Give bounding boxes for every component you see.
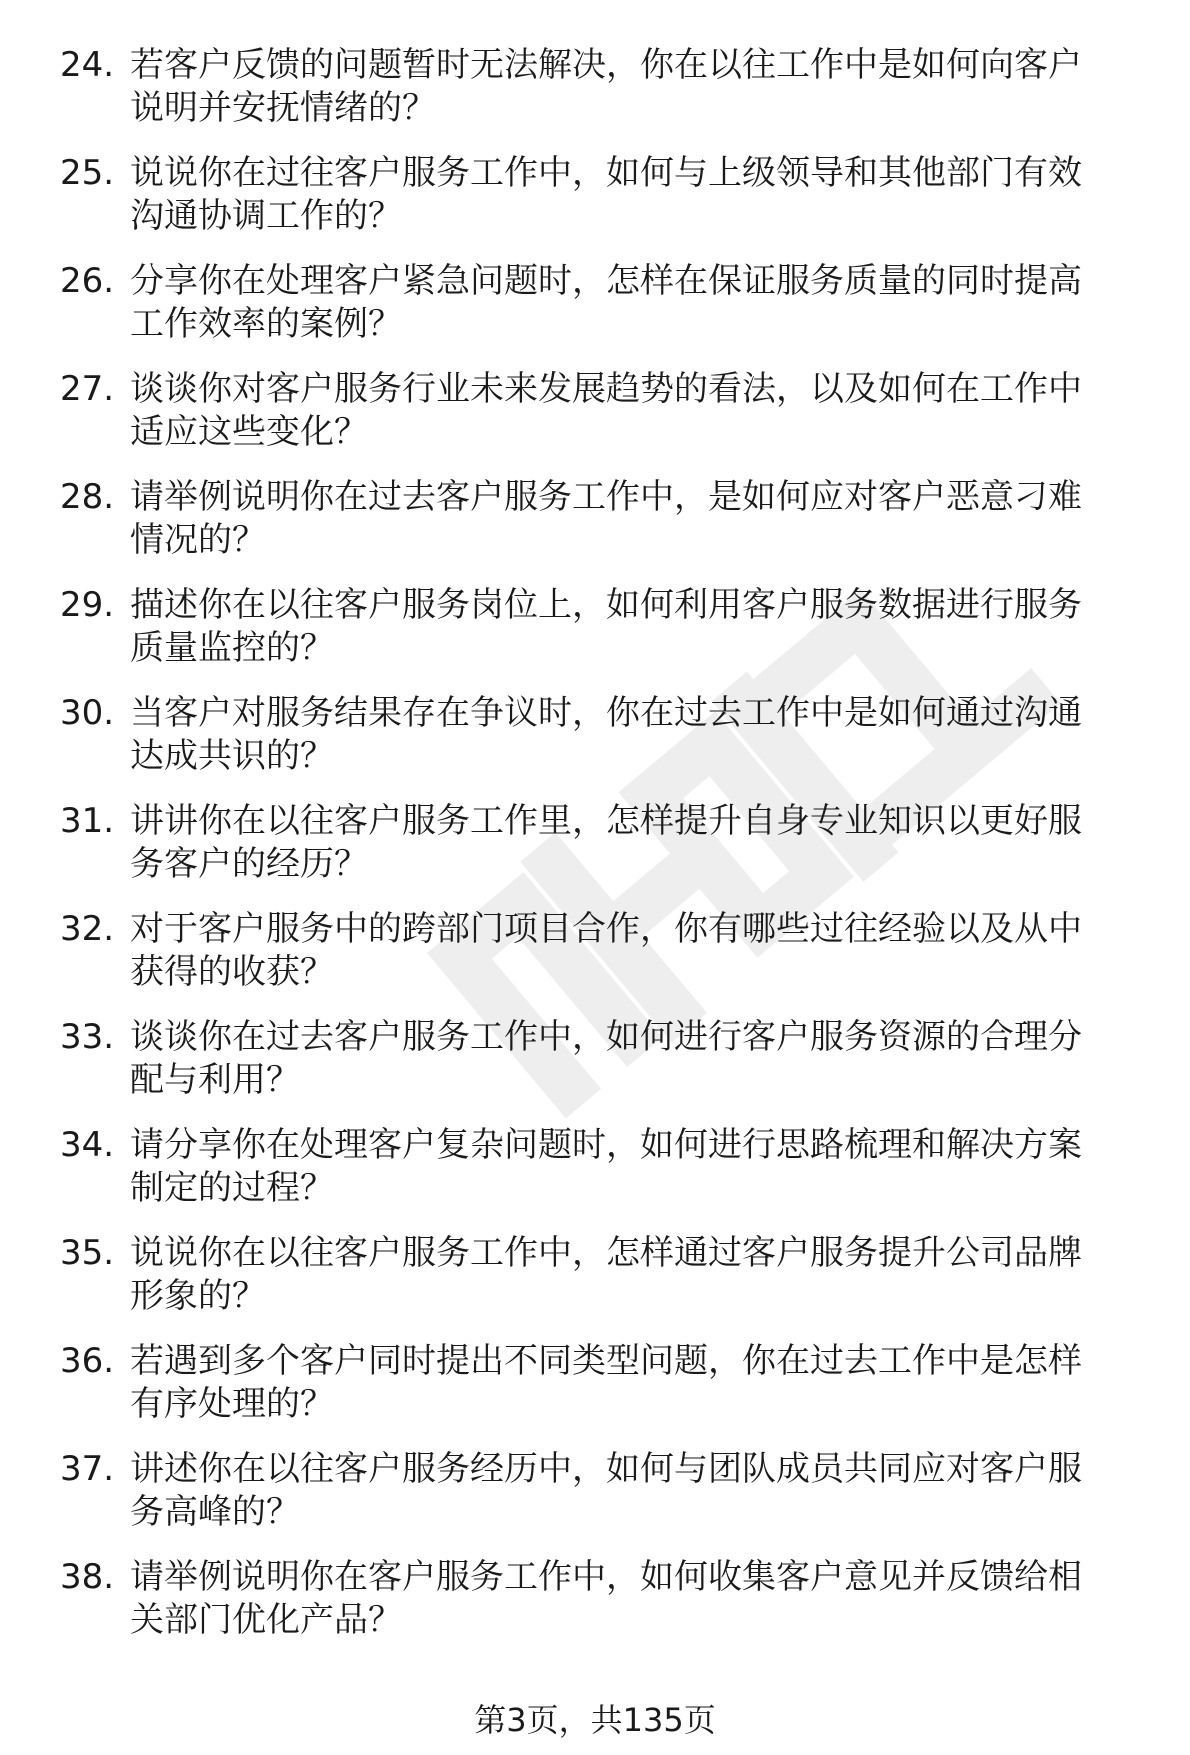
question-line: 质量监控的？ — [130, 628, 334, 668]
question-text — [130, 584, 1190, 692]
question-item — [60, 1124, 1150, 1232]
question-number: 32. — [60, 909, 115, 949]
question-number: 38. — [60, 1557, 115, 1597]
question-line: 有序处理的？ — [130, 1384, 334, 1424]
question-item — [60, 260, 1150, 368]
question-line: 说明并安抚情绪的？ — [130, 88, 436, 128]
question-item — [60, 908, 1150, 1016]
question-line: 工作效率的案例？ — [130, 304, 402, 344]
question-text — [130, 692, 1190, 800]
page-footer: 第3页，共135页 — [474, 1701, 716, 1739]
question-line: 分享你在处理客户紧急问题时，怎样在保证服务质量的同时提高 — [130, 261, 1082, 301]
question-item — [60, 1016, 1150, 1124]
question-text — [130, 800, 1190, 908]
question-text — [130, 44, 1190, 152]
question-line: 若客户反馈的问题暂时无法解决，你在以往工作中是如何向客户 — [130, 45, 1082, 85]
question-number: 30. — [60, 693, 115, 733]
question-line: 务高峰的？ — [130, 1492, 300, 1532]
question-number: 35. — [60, 1233, 115, 1273]
question-line: 请举例说明你在客户服务工作中，如何收集客户意见并反馈给相 — [130, 1557, 1082, 1597]
question-line: 形象的？ — [130, 1276, 266, 1316]
question-item — [60, 800, 1150, 908]
question-number: 29. — [60, 585, 115, 625]
question-line: 说说你在以往客户服务工作中，怎样通过客户服务提升公司品牌 — [130, 1233, 1082, 1273]
question-line: 谈谈你对客户服务行业未来发展趋势的看法，以及如何在工作中 — [130, 369, 1082, 409]
question-number: 25. — [60, 153, 115, 193]
question-text — [130, 1016, 1190, 1124]
question-text — [130, 1556, 1190, 1664]
question-line: 描述你在以往客户服务岗位上，如何利用客户服务数据进行服务 — [130, 585, 1082, 625]
question-line: 适应这些变化？ — [130, 412, 368, 452]
question-number: 28. — [60, 477, 115, 517]
question-line: 请举例说明你在过去客户服务工作中，是如何应对客户恶意刁难 — [130, 477, 1082, 517]
question-item — [60, 476, 1150, 584]
question-text — [130, 260, 1190, 368]
question-text — [130, 152, 1190, 260]
question-number: 37. — [60, 1449, 115, 1489]
question-number: 34. — [60, 1125, 115, 1165]
question-line: 若遇到多个客户同时提出不同类型问题，你在过去工作中是怎样 — [130, 1341, 1082, 1381]
question-text — [130, 1232, 1190, 1340]
question-item — [60, 1340, 1150, 1448]
question-line: 务客户的经历？ — [130, 844, 368, 884]
question-item — [60, 152, 1150, 260]
question-line: 配与利用？ — [130, 1060, 300, 1100]
question-line: 请分享你在处理客户复杂问题时，如何进行思路梳理和解决方案 — [130, 1125, 1082, 1165]
question-number: 24. — [60, 45, 115, 85]
question-number: 33. — [60, 1017, 115, 1057]
question-text — [130, 1448, 1190, 1556]
question-line: 关部门优化产品？ — [130, 1600, 402, 1640]
question-text — [130, 908, 1190, 1016]
question-text — [130, 1124, 1190, 1232]
question-item — [60, 692, 1150, 800]
question-number: 27. — [60, 369, 115, 409]
question-line: 制定的过程？ — [130, 1168, 334, 1208]
question-item — [60, 1232, 1150, 1340]
question-line: 谈谈你在过去客户服务工作中，如何进行客户服务资源的合理分 — [130, 1017, 1082, 1057]
question-text — [130, 1340, 1190, 1448]
question-line: 达成共识的？ — [130, 736, 334, 776]
question-number: 26. — [60, 261, 115, 301]
question-item — [60, 1556, 1150, 1664]
question-item — [60, 1448, 1150, 1556]
question-line: 讲讲你在以往客户服务工作里，怎样提升自身专业知识以更好服 — [130, 801, 1082, 841]
question-line: 讲述你在以往客户服务经历中，如何与团队成员共同应对客户服 — [130, 1449, 1082, 1489]
question-text — [130, 476, 1190, 584]
question-line: 当客户对服务结果存在争议时，你在过去工作中是如何通过沟通 — [130, 693, 1082, 733]
question-number: 36. — [60, 1341, 115, 1381]
question-item — [60, 584, 1150, 692]
question-line: 情况的？ — [130, 520, 266, 560]
question-line: 说说你在过往客户服务工作中，如何与上级领导和其他部门有效 — [130, 153, 1082, 193]
question-line: 对于客户服务中的跨部门项目合作，你有哪些过往经验以及从中 — [130, 909, 1082, 949]
question-line: 沟通协调工作的？ — [130, 196, 402, 236]
question-item — [60, 368, 1150, 476]
question-line: 获得的收获？ — [130, 952, 334, 992]
question-text — [130, 368, 1190, 476]
question-item — [60, 44, 1150, 152]
question-list — [60, 44, 1150, 1664]
question-number: 31. — [60, 801, 115, 841]
